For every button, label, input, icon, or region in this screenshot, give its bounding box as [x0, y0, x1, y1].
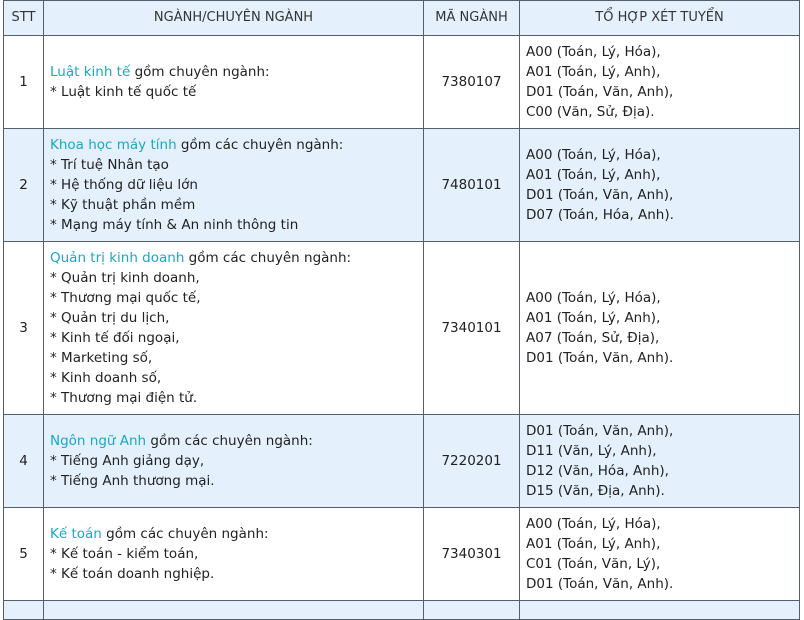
specialization-item: * Luật kinh tế quốc tế — [50, 84, 197, 100]
major-code: 7340301 — [424, 508, 520, 601]
major-heading — [50, 248, 417, 268]
major-code: 7380107 — [424, 36, 520, 129]
major-heading — [50, 62, 417, 82]
specialization-item: * Tiếng Anh thương mại. — [50, 473, 215, 489]
major-cell — [44, 508, 424, 601]
table-row — [4, 508, 800, 601]
combination-item: C00 (Văn, Sử, Địa). — [526, 104, 655, 120]
major-code: 7340101 — [424, 242, 520, 415]
combination-item: A01 (Toán, Lý, Anh), — [526, 310, 661, 326]
major-heading — [50, 431, 417, 451]
row-number: 1 — [4, 36, 44, 129]
table-cell — [424, 601, 520, 620]
combination-item: C01 (Toán, Văn, Lý), — [526, 556, 661, 572]
specialization-item: * Thương mại quốc tế, — [50, 290, 201, 306]
specialization-item: * Marketing số, — [50, 350, 153, 366]
major-name-link[interactable]: Luật kinh tế — [50, 64, 131, 80]
specialization-item: * Quản trị du lịch, — [50, 310, 170, 326]
combination-item: A00 (Toán, Lý, Hóa), — [526, 290, 661, 306]
specialization-item: * Kế toán - kiểm toán, — [50, 546, 199, 562]
major-name-link[interactable]: Kế toán — [50, 526, 102, 542]
combination-cell — [520, 36, 800, 129]
major-heading — [50, 135, 417, 155]
combination-item: D07 (Toán, Hóa, Anh). — [526, 207, 674, 223]
combination-item: A00 (Toán, Lý, Hóa), — [526, 516, 661, 532]
major-code: 7220201 — [424, 415, 520, 508]
combination-item: D01 (Toán, Văn, Anh), — [526, 84, 674, 100]
column-header-stt: STT — [4, 1, 44, 36]
combination-item: D01 (Toán, Văn, Anh). — [526, 350, 674, 366]
combination-item: A01 (Toán, Lý, Anh), — [526, 167, 661, 183]
major-suffix: gồm các chuyên ngành: — [146, 433, 313, 449]
specialization-item: * Kinh tế đối ngoại, — [50, 330, 180, 346]
table-cell — [4, 601, 44, 620]
combination-item: A00 (Toán, Lý, Hóa), — [526, 147, 661, 163]
specialization-item: * Quản trị kinh doanh, — [50, 270, 200, 286]
major-cell — [44, 242, 424, 415]
combination-item: D01 (Toán, Văn, Anh), — [526, 187, 674, 203]
table-row — [4, 242, 800, 415]
combination-item: D01 (Toán, Văn, Anh). — [526, 576, 674, 592]
combination-item: D12 (Văn, Hóa, Anh), — [526, 463, 669, 479]
table-cell — [44, 601, 424, 620]
major-cell — [44, 415, 424, 508]
table-row — [4, 36, 800, 129]
combination-item: A01 (Toán, Lý, Anh), — [526, 64, 661, 80]
major-name-link[interactable]: Khoa học máy tính — [50, 137, 177, 153]
specialization-item: * Kế toán doanh nghiệp. — [50, 566, 215, 582]
combination-item: A07 (Toán, Sử, Địa), — [526, 330, 660, 346]
table-header-row — [4, 1, 800, 36]
combination-item: A00 (Toán, Lý, Hóa), — [526, 44, 661, 60]
major-cell — [44, 36, 424, 129]
specialization-item: * Kinh doanh số, — [50, 370, 162, 386]
combination-cell — [520, 129, 800, 242]
major-name-link[interactable]: Ngôn ngữ Anh — [50, 433, 147, 449]
specialization-item: * Thương mại điện tử. — [50, 390, 198, 406]
major-suffix: gồm các chuyên ngành: — [101, 526, 269, 542]
table-row — [4, 415, 800, 508]
combination-item: D01 (Toán, Văn, Anh), — [526, 423, 674, 439]
combination-item: D15 (Văn, Địa, Anh). — [526, 483, 665, 499]
row-number: 4 — [4, 415, 44, 508]
specialization-item: * Kỹ thuật phần mềm — [50, 197, 196, 213]
specialization-item: * Mạng máy tính & An ninh thông tin — [50, 217, 299, 233]
major-suffix: gồm các chuyên ngành: — [184, 250, 352, 266]
row-number: 2 — [4, 129, 44, 242]
combination-item: D11 (Văn, Lý, Anh), — [526, 443, 657, 459]
table-row — [4, 129, 800, 242]
column-header-code: MÃ NGÀNH — [424, 1, 520, 36]
major-suffix: gồm chuyên ngành: — [130, 64, 270, 80]
combination-cell — [520, 508, 800, 601]
combination-cell — [520, 242, 800, 415]
major-code: 7480101 — [424, 129, 520, 242]
row-number: 3 — [4, 242, 44, 415]
specialization-item: * Hệ thống dữ liệu lớn — [50, 177, 198, 193]
specialization-item: * Trí tuệ Nhân tạo — [50, 157, 169, 173]
table-row-partial — [4, 601, 800, 620]
combination-item: A01 (Toán, Lý, Anh), — [526, 536, 661, 552]
column-header-major: NGÀNH/CHUYÊN NGÀNH — [44, 1, 424, 36]
admission-majors-table — [3, 0, 800, 620]
row-number: 5 — [4, 508, 44, 601]
column-header-combinations: TỔ HỢP XÉT TUYỂN — [520, 1, 800, 36]
major-heading — [50, 524, 417, 544]
combination-cell — [520, 415, 800, 508]
major-suffix: gồm các chuyên ngành: — [176, 137, 344, 153]
table-cell — [520, 601, 800, 620]
major-cell — [44, 129, 424, 242]
major-name-link[interactable]: Quản trị kinh doanh — [50, 250, 185, 266]
specialization-item: * Tiếng Anh giảng dạy, — [50, 453, 205, 469]
